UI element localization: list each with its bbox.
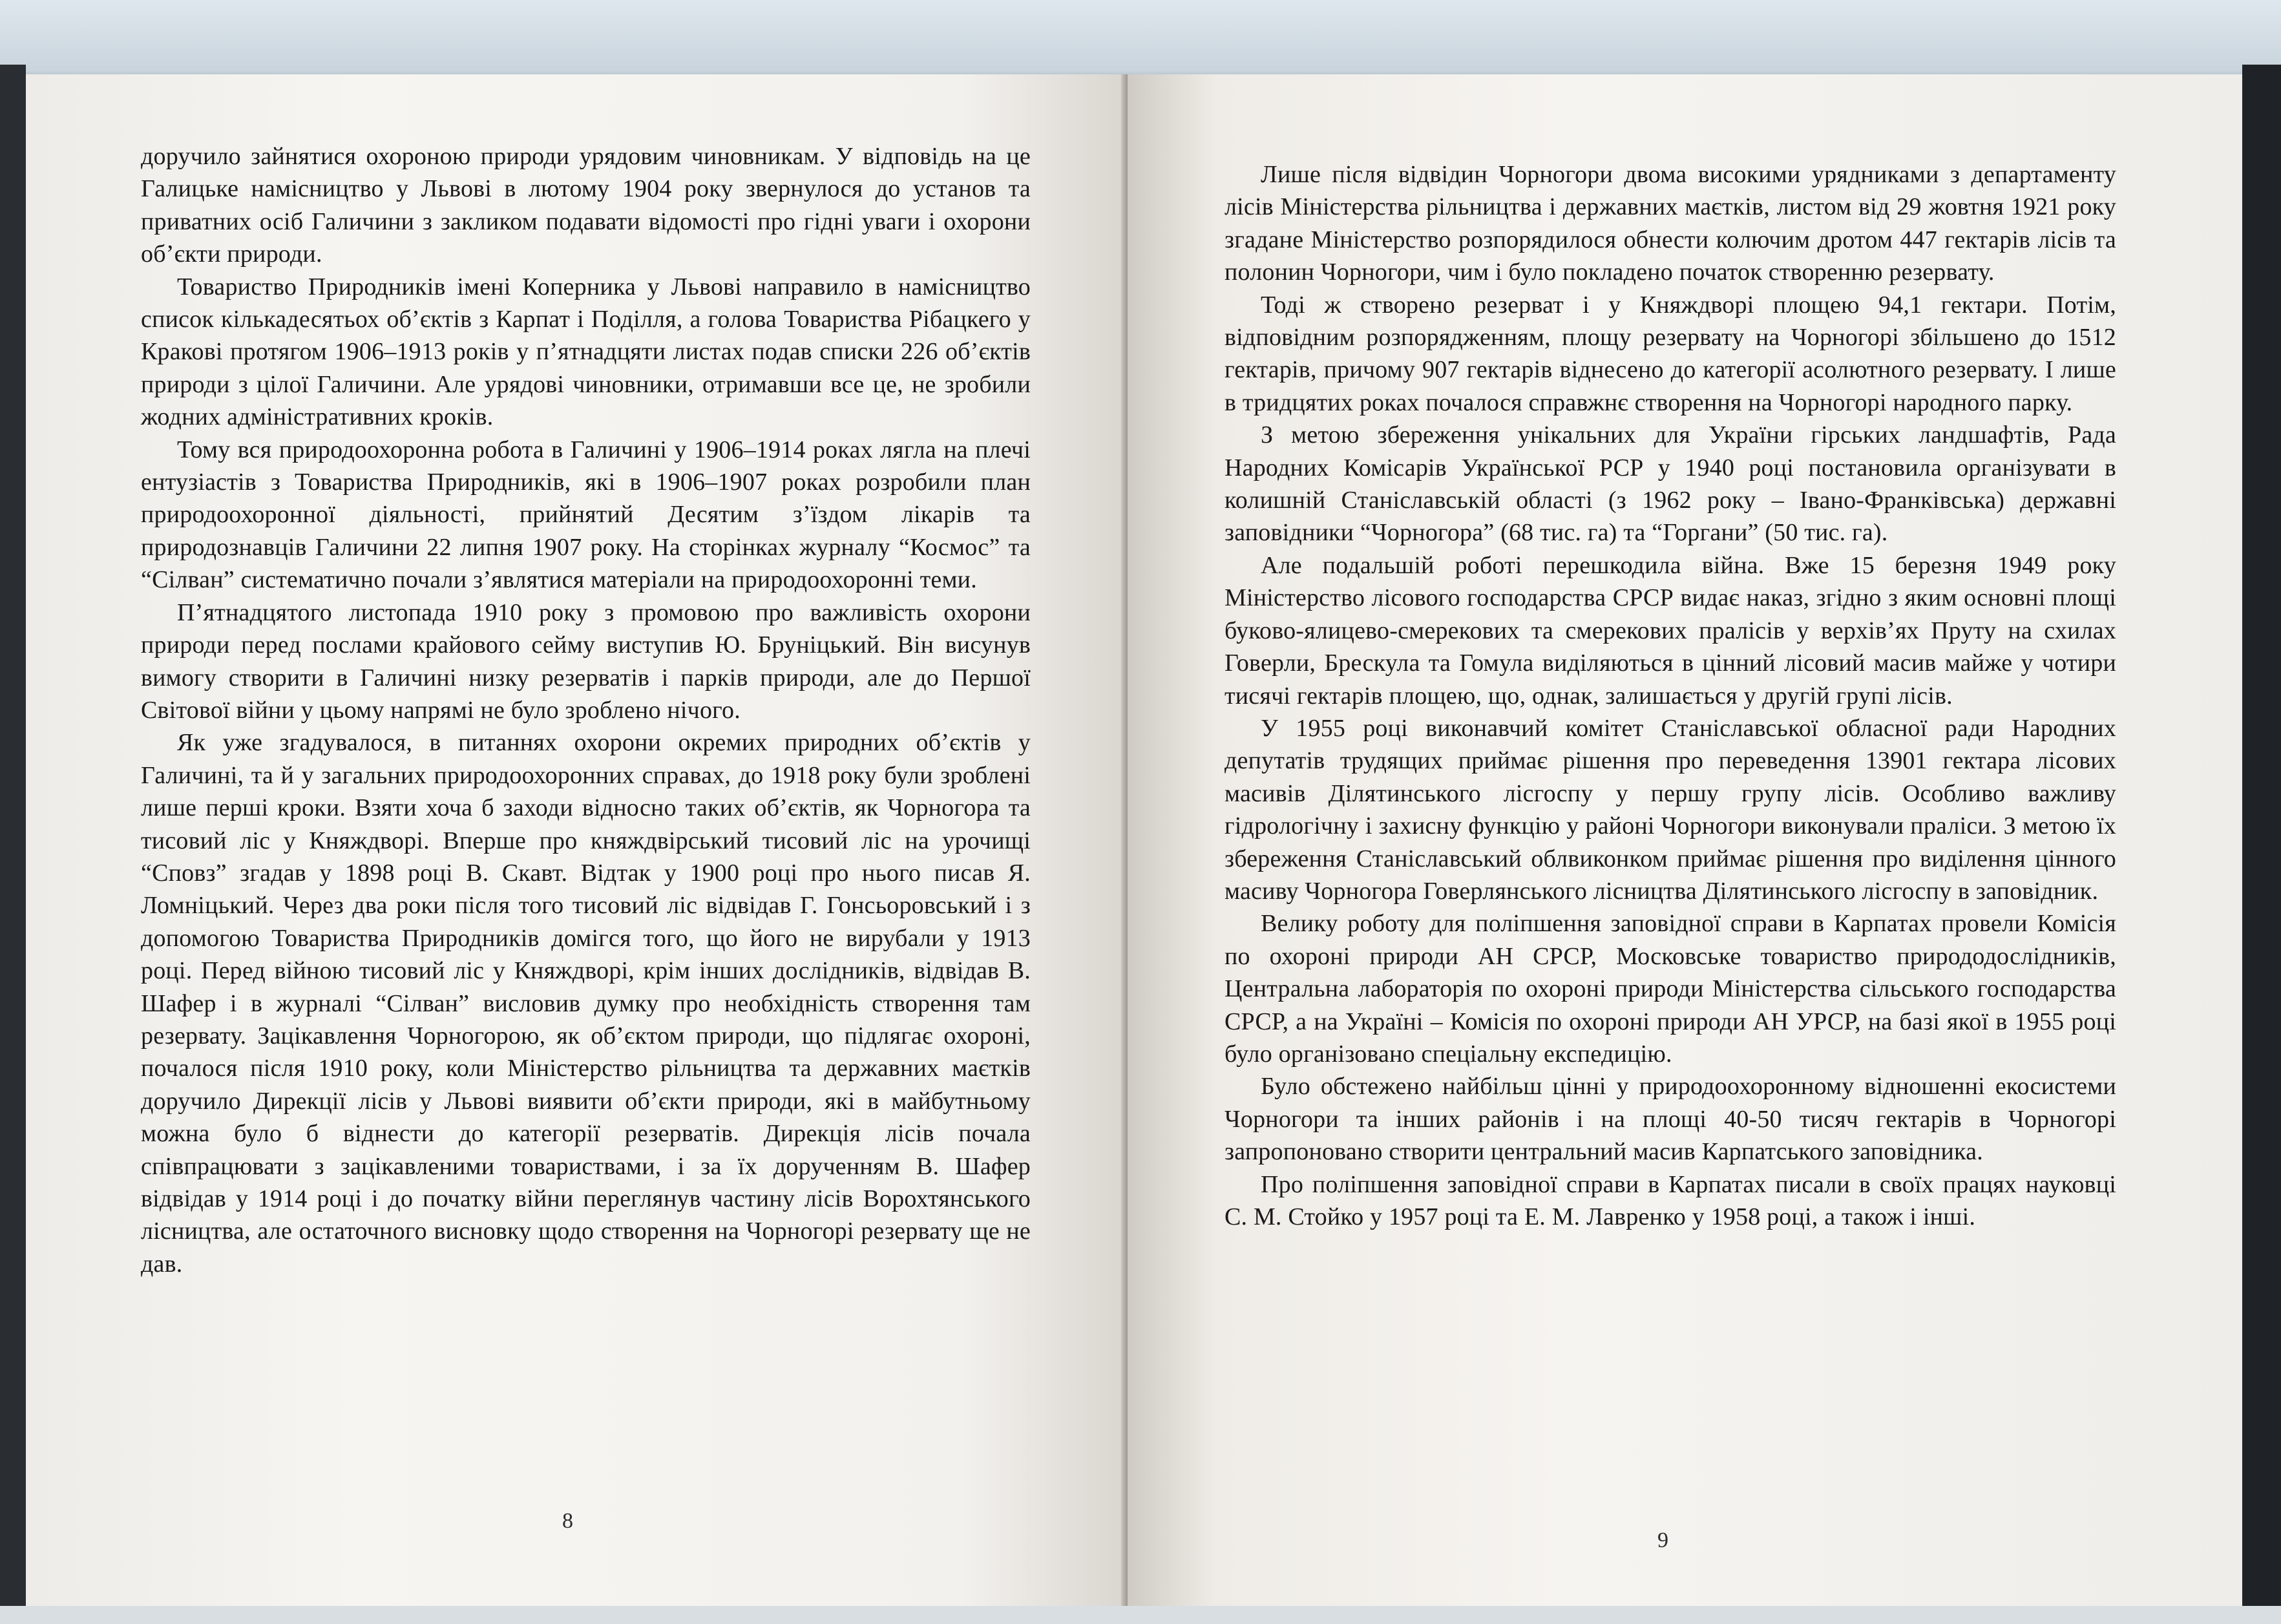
scan-background-left xyxy=(0,65,26,1624)
left-page xyxy=(26,74,1128,1606)
paragraph: Було обстежено найбільш цінні у природоохоронному відношенні екосистеми Чорногори та інших районів і на площі 40-50 тисяч гектарів в Чорногорі запропоновано створити центральний масив Карпатського заповідника. xyxy=(1225,1073,2116,1166)
paragraph: Тому вся природоохоронна робота в Галичині у 1906–1914 роках лягла на плечі ентузіастів з Товариства Природників, які в 1906–1907 роках розробили план природоохоронної діяльності, прийнятий Десятим з’їздом лікарів та природознавців Галичини 22 липня 1907 року. На сторінках журналу “Космос” та “Сілван” систематично почали з’являтися матеріали на природоохоронні теми. xyxy=(141,436,1031,594)
paragraph: Але подальшій роботі перешкодила війна. Вже 15 березня 1949 року Міністерство лісового господарства СРСР видає наказ, згідно з яким основні площі буково-ялицево-смерекових та смерекових пралісів у верхів’ях Пруту на схилах Говерли, Брескула та Гомула виділяються в цінний лісовий масив майже у чотири тисячі гектарів площею, що, однак, залишається у другій групі лісів. xyxy=(1225,551,2116,710)
paragraph: П’ятнадцятого листопада 1910 року з промовою про важливість охорони природи перед послами крайового сейму виступив Ю. Бруніцький. Він висунув вимогу створити в Галичині низку резерватів і парків природи, але до Першої Світової війни у цьому напрямі не було зроблено нічого. xyxy=(141,598,1031,724)
right-page xyxy=(1128,74,2242,1606)
paragraph: Як уже згадувалося, в питаннях охорони окремих природних об’єктів у Галичині, та й у загальних природоохоронних справах, до 1918 року були зроблені лише перші кроки. Взяти хоча б заходи відносно таких об’єктів, як Чорногора та тисовий ліс у Княждворі. Вперше про княждвірський тисовий ліс на урочищі “Сповз” згадав у 1898 році В. Скавт. Відтак у 1900 році про нього писав Я. Ломніцький. Через два роки після того тисовий ліс відвідав Г. Гонсьоровський і з допомогою Товариства Природників домігся того, що його не вирубали у 1913 році. Перед війною тисовий ліс у Княждворі, крім інших дослідників, відвідав В. Шафер і в журналі “Сілван” висловив думку про необхідність створення там резервату. Зацікавлення Чорногорою, як об’єктом природи, що підлягає охороні, почалося після 1910 року, коли Міністерство рільництва та державних маєтків доручило Дирекції лісів у Львові виявити об’єкти природи, які в майбутньому можна було б віднести до категорії резерватів. Дирекція лісів почала співпрацювати з зацікавленими товариствами, і за їх дорученням В. Шафер відвідав у 1914 році і до початку війни переглянув частину лісів Ворохтянського лісництва, але остаточного висновку щодо створення на Чорногорі резервату ще не дав. xyxy=(141,729,1031,1278)
scan-background-right xyxy=(2242,65,2281,1624)
page-number: 9 xyxy=(1657,1528,1668,1552)
scan-background-bottom xyxy=(0,1606,2281,1624)
paragraph: Велику роботу для поліпшення заповідної справи в Карпатах провели Комісія по охороні природи АН СРСР, Московське товариство природодослідників, Центральна лабораторія по охороні природи Міністерства сільського господарства СРСР, а на Україні – Комісія по охороні природи АН УРСР, на базі якої в 1955 році було організовано спеціальну експедицію. xyxy=(1225,910,2116,1068)
page-number: 8 xyxy=(562,1509,573,1533)
right-page-text xyxy=(1225,158,2116,1233)
paragraph: Про поліпшення заповідної справи в Карпатах писали в своїх працях науковці С. М. Стойко у 1957 році та Е. М. Лавренко у 1958 році, а також і інші. xyxy=(1225,1170,2116,1230)
paragraph: Лише після відвідин Чорногори двома високими урядниками з департаменту лісів Міністерства рільництва і державних маєтків, листом від 29 жовтня 1921 року згадане Міністерство розпорядилося обнести колючим дротом 447 гектарів лісів та полонин Чорногори, чим і було покладено початок створенню резервату. xyxy=(1225,161,2116,286)
left-page-text xyxy=(141,140,1031,1280)
paragraph: доручило зайнятися охороною природи урядовим чиновникам. У відповідь на це Галицьке намісництво у Львові в лютому 1904 року звернулося до установ та приватних осіб Галичини з закликом подавати відомості про гідні уваги і охорони об’єкти природи. xyxy=(141,143,1031,268)
paragraph: З метою збереження унікальних для України гірських ландшафтів, Рада Народних Комісарів Української РСР у 1940 році постановила організувати в колишній Станіславській області (з 1962 року – Івано-Франківська) державні заповідники “Чорногора” (68 тис. га) та “Горгани” (50 тис. га). xyxy=(1225,421,2116,547)
paragraph: Товариство Природників імені Коперника у Львові направило в намісництво список кількадесятьох об’єктів з Карпат і Поділля, а голова Товариства Рібацкего у Кракові протягом 1906–1913 років у п’ятнадцяти листах подав списки 226 об’єктів природи з цілої Галичини. Але урядові чиновники, отримавши все це, не зробили жодних адміністративних кроків. xyxy=(141,273,1031,431)
paragraph: У 1955 році виконавчий комітет Станіславської обласної ради Народних депутатів трудящих приймає рішення про переведення 13901 гектара лісових масивів Ділятинського лісгоспу у першу групу лісів. Особливо важливу гідрологічну і захисну функцію у районі Чорногори виконували праліси. З метою їх збереження Станіславський облвиконком приймає рішення про виділення цінного масиву Чорногора Говерлянського лісництва Ділятинського лісгоспу в заповідник. xyxy=(1225,714,2116,905)
paragraph: Тоді ж створено резерват і у Княждворі площею 94,1 гектари. Потім, відповідним розпорядженням, площу резервату на Чорногорі збільшено до 1512 гектарів, причому 907 гектарів віднесено до категорії асолютного резервату. І лише в тридцятих роках почалося справжнє створення на Чорногорі народного парку. xyxy=(1225,291,2116,416)
